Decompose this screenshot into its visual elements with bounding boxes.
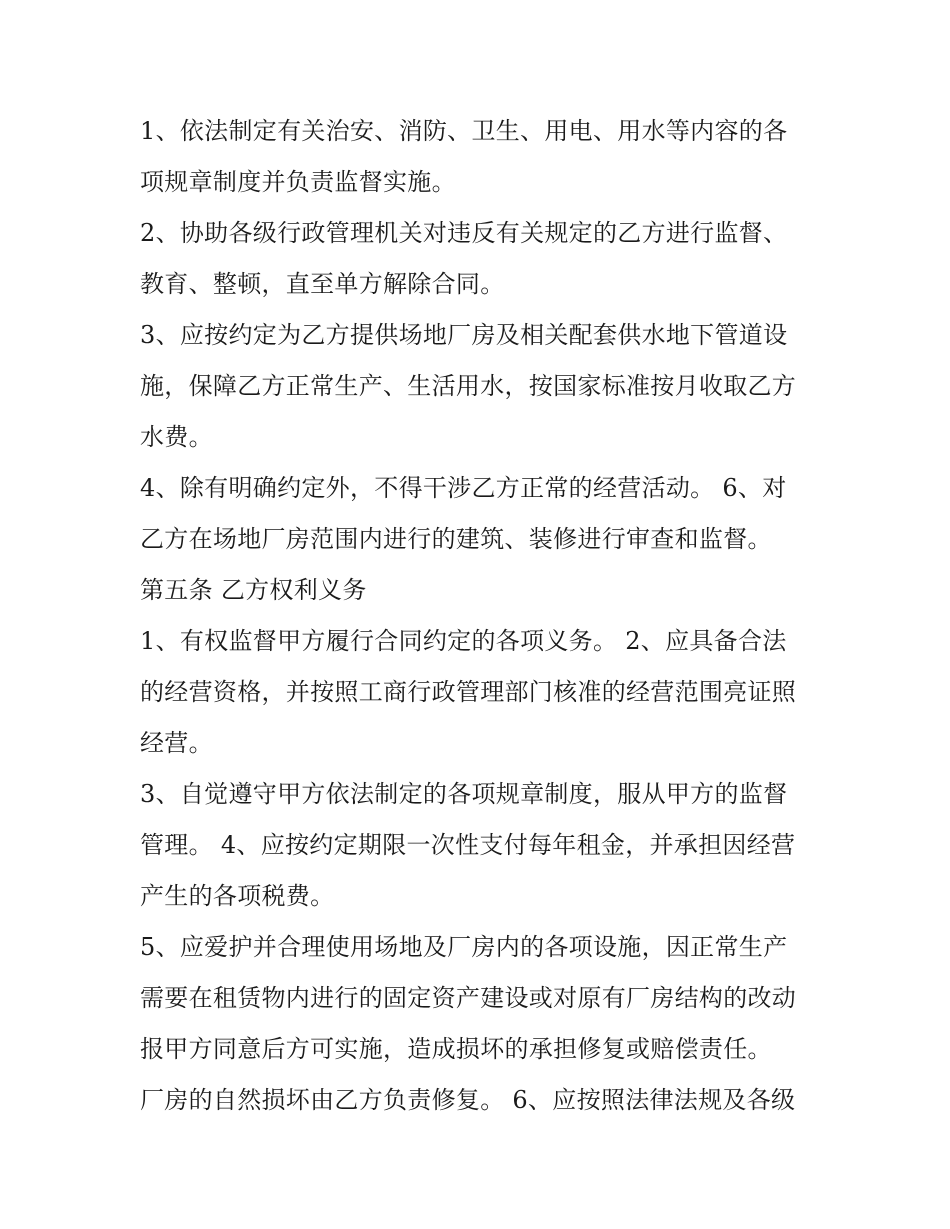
text-line-8: 4、除有明确约定外，不得干涉乙方正常的经营活动。 6、对 xyxy=(140,474,787,502)
text-line-9: 乙方在场地厂房范围内进行的建筑、装修进行审查和监督。 xyxy=(140,525,772,553)
text-line-16: 产生的各项税费。 xyxy=(140,882,335,910)
document-body xyxy=(140,106,820,1126)
text-line-5: 3、应按约定为乙方提供场地厂房及相关配套供水地下管道设 xyxy=(140,321,788,349)
text-line-15: 管理。 4、应按约定期限一次性支付每年租金，并承担因经营 xyxy=(140,831,796,859)
text-line-4: 教育、整顿，直至单方解除合同。 xyxy=(140,270,505,298)
text-line-18: 需要在租赁物内进行的固定资产建设或对原有厂房结构的改动 xyxy=(140,984,797,1012)
text-line-11: 1、有权监督甲方履行合同约定的各项义务。 2、应具备合法 xyxy=(140,627,787,655)
text-line-12: 的经营资格，并按照工商行政管理部门核准的经营范围亮证照 xyxy=(140,678,797,706)
text-line-6: 施，保障乙方正常生产、生活用水，按国家标准按月收取乙方 xyxy=(140,372,797,400)
text-line-20: 厂房的自然损坏由乙方负责修复。 6、应按照法律法规及各级 xyxy=(140,1086,796,1114)
text-line-7: 水费。 xyxy=(140,423,213,451)
text-line-19: 报甲方同意后方可实施，造成损坏的承担修复或赔偿责任。 xyxy=(140,1035,772,1063)
text-line-17: 5、应爱护并合理使用场地及厂房内的各项设施，因正常生产 xyxy=(140,933,788,961)
section-heading: 第五条 乙方权利义务 xyxy=(140,576,367,604)
text-line-3: 2、协助各级行政管理机关对违反有关规定的乙方进行监督、 xyxy=(140,219,788,247)
text-line-1: 1、依法制定有关治安、消防、卫生、用电、用水等内容的各 xyxy=(140,117,788,145)
text-line-2: 项规章制度并负责监督实施。 xyxy=(140,168,456,196)
text-line-14: 3、自觉遵守甲方依法制定的各项规章制度，服从甲方的监督 xyxy=(140,780,788,808)
text-line-13: 经营。 xyxy=(140,729,213,757)
